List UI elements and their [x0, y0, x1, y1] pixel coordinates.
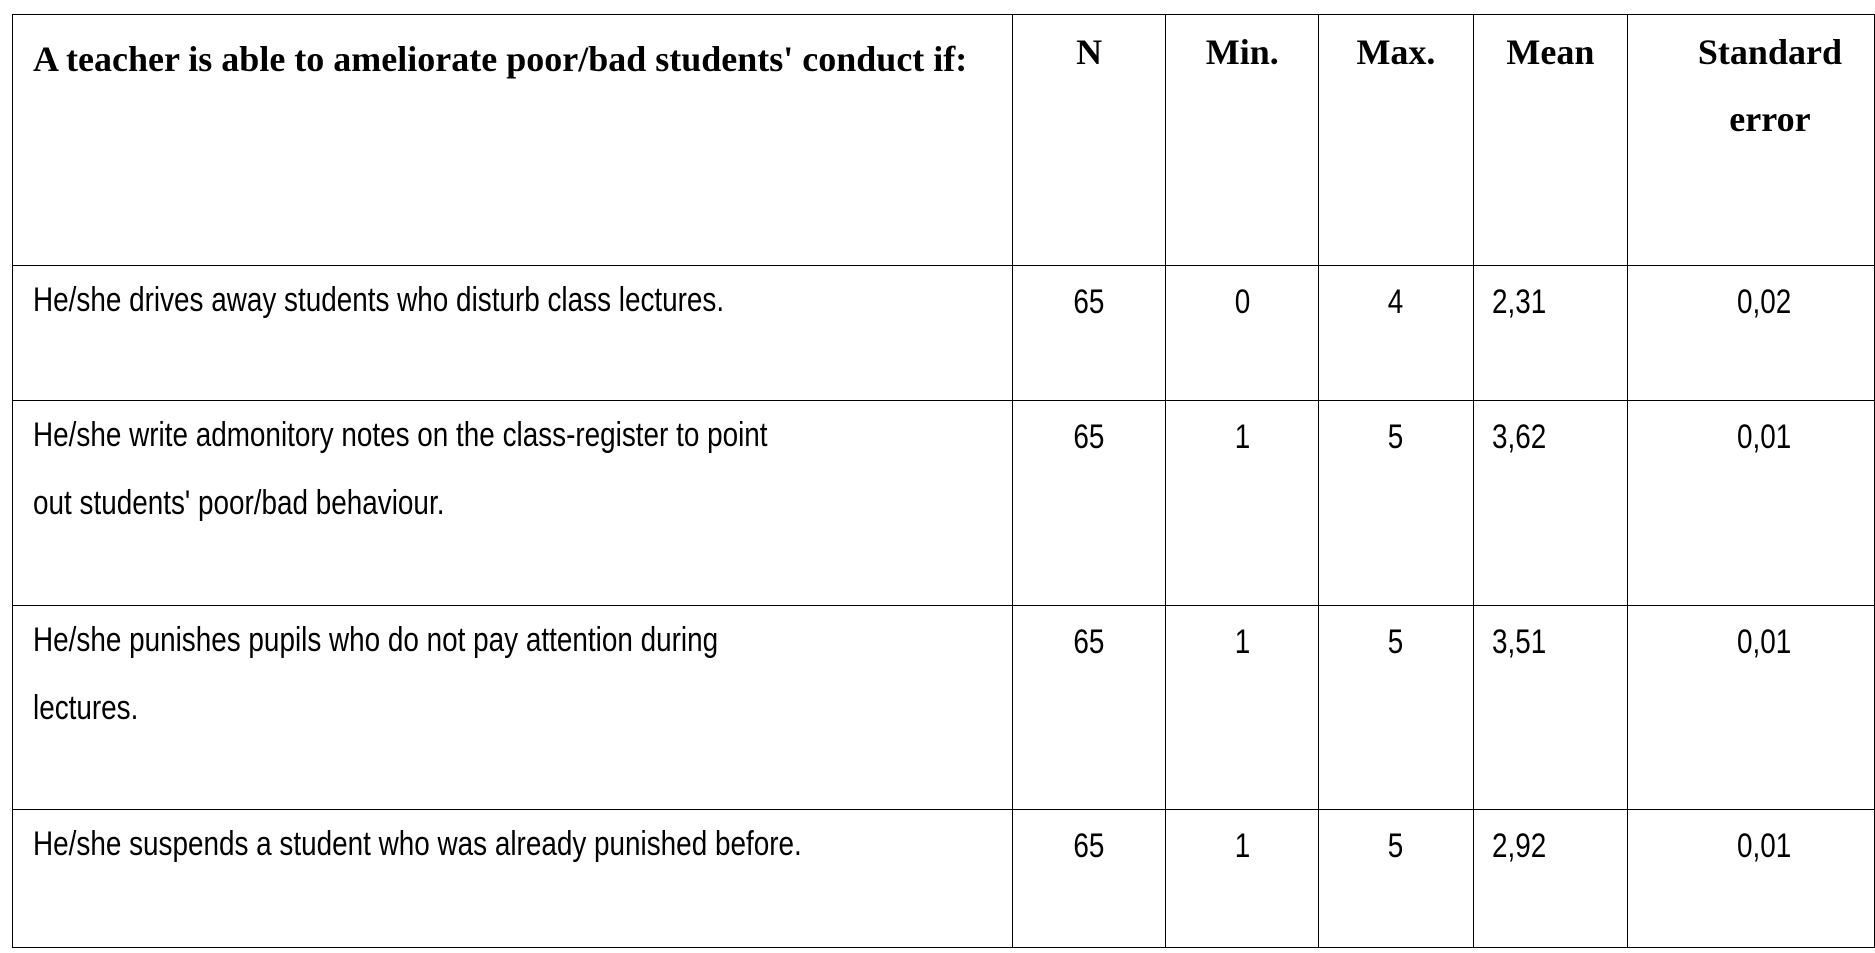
max-value: 5: [1388, 418, 1404, 456]
question-cell: [13, 606, 1013, 810]
header-row: [13, 15, 1875, 266]
question-cell: [13, 266, 1013, 401]
mean-value: 3,62: [1491, 418, 1547, 456]
n-value: 65: [1073, 827, 1105, 865]
question-text: lectures.: [33, 689, 139, 727]
question-cell: [13, 401, 1013, 606]
n-value: 65: [1073, 418, 1105, 456]
se-value: 0,01: [1736, 418, 1792, 456]
max-value: 4: [1388, 283, 1404, 321]
min-value: 1: [1234, 827, 1251, 865]
se-cell: [1627, 606, 1874, 810]
statistics-table: [12, 14, 1875, 948]
min-cell: [1166, 810, 1319, 948]
mean-value: 2,92: [1491, 827, 1547, 865]
min-value: 0: [1234, 283, 1251, 321]
n-value: 65: [1073, 623, 1105, 661]
table-row: [13, 266, 1875, 401]
header-question: A teacher is able to ameliorate poor/bad students' conduct if:: [13, 15, 1013, 266]
table-row: [13, 401, 1875, 606]
se-value: 0,01: [1736, 623, 1792, 661]
table-row: [13, 606, 1875, 810]
question-text: He/she write admonitory notes on the class-register to point: [33, 416, 768, 454]
mean-cell: [1473, 266, 1627, 401]
se-value: 0,02: [1736, 283, 1792, 321]
header-standard-error: Standard error: [1627, 15, 1874, 266]
se-value: 0,01: [1736, 827, 1792, 865]
header-mean: Mean: [1473, 15, 1627, 266]
question-cell: [13, 810, 1013, 948]
max-value: 5: [1388, 827, 1404, 865]
question-text: He/she punishes pupils who do not pay attention during: [33, 621, 719, 659]
mean-cell: [1473, 401, 1627, 606]
mean-cell: [1473, 810, 1627, 948]
n-value: 65: [1073, 283, 1105, 321]
se-cell: [1627, 401, 1874, 606]
mean-cell: [1473, 606, 1627, 810]
se-cell: [1627, 810, 1874, 948]
max-value: 5: [1388, 623, 1404, 661]
n-cell: [1012, 810, 1166, 948]
mean-value: 2,31: [1491, 283, 1547, 321]
max-cell: [1319, 401, 1474, 606]
table-row: [13, 810, 1875, 948]
question-text: He/she suspends a student who was already punished before.: [33, 825, 802, 863]
min-cell: [1166, 606, 1319, 810]
n-cell: [1012, 266, 1166, 401]
header-max: Max.: [1319, 15, 1474, 266]
max-cell: [1319, 266, 1474, 401]
max-cell: [1319, 606, 1474, 810]
question-text: He/she drives away students who disturb class lectures.: [33, 281, 725, 319]
n-cell: [1012, 401, 1166, 606]
n-cell: [1012, 606, 1166, 810]
min-cell: [1166, 266, 1319, 401]
min-value: 1: [1234, 623, 1251, 661]
max-cell: [1319, 810, 1474, 948]
header-n: N: [1012, 15, 1166, 266]
mean-value: 3,51: [1491, 623, 1547, 661]
se-cell: [1627, 266, 1874, 401]
min-cell: [1166, 401, 1319, 606]
header-min: Min.: [1166, 15, 1319, 266]
min-value: 1: [1234, 418, 1251, 456]
question-text: out students' poor/bad behaviour.: [33, 484, 445, 522]
